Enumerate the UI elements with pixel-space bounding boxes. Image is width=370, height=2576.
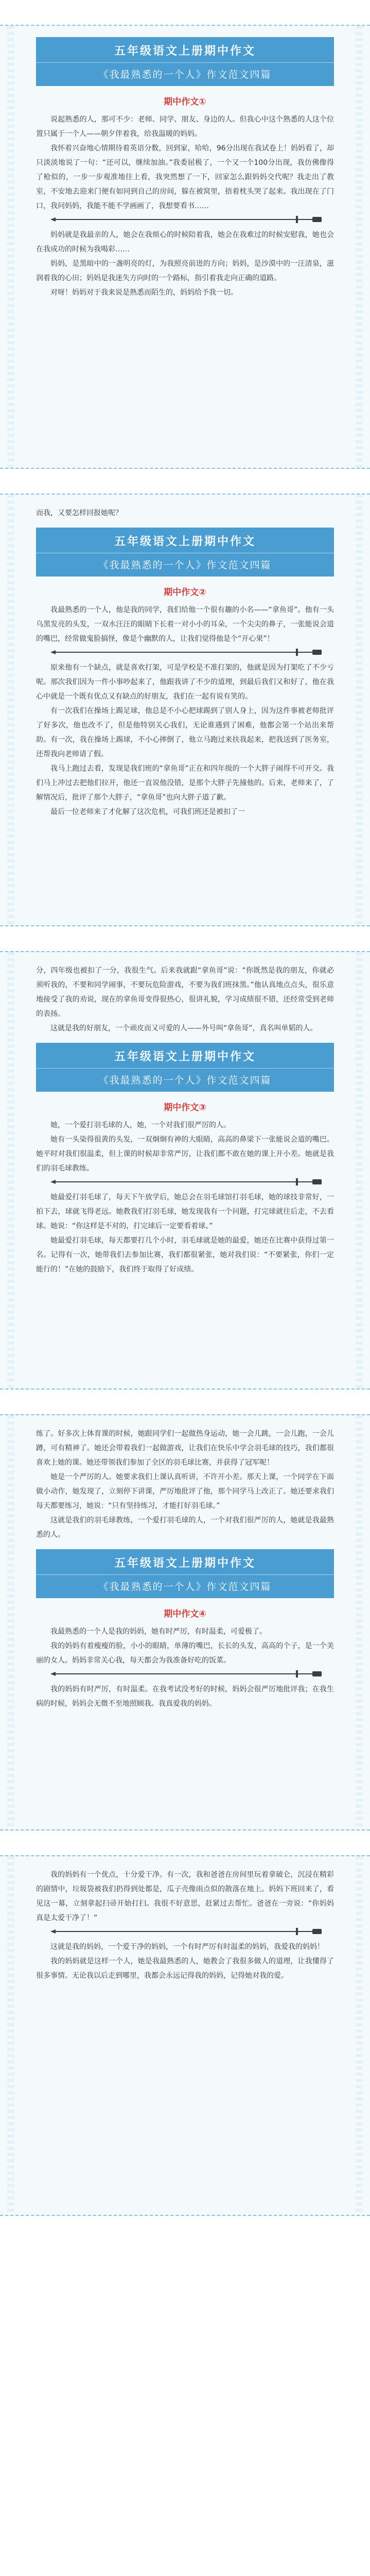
- decorative-stripe: [7, 26, 14, 468]
- paragraph: 而我，又要怎样回报她呢？: [36, 509, 122, 517]
- pen-divider: [51, 1178, 319, 1186]
- paragraph: 我的妈妈就是这样一个人，她是我最熟悉的人，她教会了我很多做人的道理，让我懂得了很多事情。无论我以后走到哪里，我都会永远记得我的妈妈，记得她对我的爱。: [36, 1957, 334, 1980]
- paragraph: 她是一个严厉的人。她要求我们上课认真听讲，不许开小差。那天上课，一个同学在下面做小动作，她发现了，立刻停下讲课，严厉地批评了他，那个同学马上改正了。她还要求我们每天都要练习，她说：“只有坚持练习，才能打好羽毛球。”: [36, 1473, 334, 1510]
- paragraph: 这就是我们的羽毛球教练，一个爱打羽毛球的人，一个对我们很严厉的人，她就是我最熟悉的人。: [36, 1516, 334, 1539]
- banner-subtitle: 《我最熟悉的一个人》作文范文四篇: [98, 69, 272, 80]
- paragraph: 她，一个爱打羽毛球的人，她，一个对我们很严厉的人。: [50, 1121, 231, 1129]
- pen-icon: [51, 219, 319, 220]
- gap: [0, 926, 370, 951]
- paragraph: 有一次我们在操场上踢足球，他总是不小心把球踢到了别人身上，因为这件事被老师批评了好多次，他也改不了，但是他特别关心我们，无论谁遇到了困难，他都会第一个站出来帮助。有一次，我在操场上踢球，不小心摔倒了，他立马跑过来扶我起来，把我送到了医务室，还帮我向老师请了假。: [36, 707, 334, 758]
- pen-icon: [51, 1181, 319, 1182]
- title-banner: [36, 528, 334, 577]
- paragraph: 对呀！妈妈对于我来说是熟悉而陌生的，妈妈给予我一切。: [50, 289, 238, 297]
- pen-icon: [51, 1673, 319, 1674]
- decorative-stripe: [7, 952, 14, 1388]
- banner-title: 五年级语文上册期中作文: [36, 1043, 334, 1069]
- paragraph: 说起熟悉的人，那可不少：老师、同学、朋友、身边的人。但我心中这个熟悉的人这个位置只属于一个人——朝夕伴着我，给我温暖的妈妈。: [36, 115, 334, 138]
- paragraph: 我的妈妈有一个优点，十分爱干净。有一次，我和爸爸在房间里玩着拿破仑，沉浸在精彩的剧情中，垃圾袋被我们扔得到处都是，瓜子壳像雨点似的散落在地上。妈妈下班回来了，看见这一幕，立刻拿起扫帚开始打扫。我很不好意思，赶紧过去帮忙。爸爸在一旁说：“你妈妈真是太爱干净了！”: [36, 1871, 334, 1922]
- gap: [0, 1831, 370, 1855]
- decorative-stripe: [7, 1415, 14, 1829]
- pen-icon: [51, 1931, 319, 1932]
- paragraph: 原来他有一个缺点，就是喜欢打架，可是学校是不准打架的，他就是因为打架吃了不少亏呢。那次我们因为一件小事吵起来了，他跟我讲了不少的道理，到最后我们又和好了，他在我心中就是一个既有优点又有缺点的好朋友，我们在一起有说有笑的。: [36, 664, 334, 701]
- pen-divider: [51, 215, 319, 224]
- paragraph: 我最熟悉的一个人，他是我的同学，我们给他一个很有趣的小名——“拿鱼哥”。他有一头乌黑发亮的头发，一双水汪汪的眼睛下长着一对小小的耳朵，一个尖尖的鼻子，一张能说会道的嘴巴，经常做鬼脸搞怪，像是个幽默的人，让我们觉得他是个“开心果”！: [36, 606, 334, 643]
- pen-divider: [51, 1927, 319, 1936]
- section-title: 期中作文③: [164, 1103, 206, 1113]
- pen-divider: [51, 648, 319, 656]
- paragraph: 妈妈，是黑暗中的一盏明亮的灯，为我照亮前进的方向；妈妈，是沙漠中的一汪清泉，滋润着我的心田；妈妈是我迷失方向时的一个路标，指引着我走向正确的道路。: [36, 260, 334, 282]
- title-banner: [36, 1549, 334, 1598]
- decorative-stripe: [356, 495, 363, 925]
- paragraph: 她有一头染得很黄的头发，一双炯炯有神的大眼睛，高高的鼻梁下一张能说会道的嘴巴。她平时对我们很温柔，但上课的时候却非常严厉，让我们都不敢在她的课上开小差。她就是我们的羽毛球教练。: [36, 1136, 334, 1173]
- gap: [0, 1389, 370, 1414]
- paragraph: 她最爱打羽毛球了，每天下午放学后，她总会在羽毛球馆打羽毛球，她的球技非常好，一拍下去，球就飞得老远。她教我们打羽毛球，她发现我有一个问题，打完球就往后走，不去看球。她说：“你这样是不对的，打完球后一定要看着球。”: [36, 1193, 334, 1230]
- paragraph: 我的妈妈有着瘦瘦的脸，小小的眼睛，单薄的嘴巴，长长的头发，高高的个子，是一个美丽的女人。妈妈非常关心我，每天都会为我准备好吃的饭菜。: [36, 1642, 334, 1665]
- decorative-stripe: [356, 1856, 363, 2215]
- section-title: 期中作文④: [164, 1609, 206, 1619]
- paragraph: 最后一位老师来了才化解了这次危机，可我们班还是被扣了一: [50, 808, 245, 816]
- decorative-stripe: [356, 952, 363, 1388]
- article-card-1: [0, 25, 370, 469]
- paragraph: 分，四年级也被扣了一分，我很生气。后来我就跟“拿鱼哥”说：“你既然是我的朋友，你就必须听我的，不要和同学闹事，不要玩危险游戏，不要为我们班抹黑。”他认真地点点头，很乐意地接受了我的劝说，现在的拿鱼哥变得很热心，很讲礼貌，学习成绩很不错，还经常受到老师的表扬。: [36, 967, 334, 1018]
- title-banner: [36, 1043, 334, 1092]
- section-title: 期中作文②: [164, 587, 206, 598]
- banner-title: 五年级语文上册期中作文: [36, 528, 334, 553]
- banner-subtitle: 《我最熟悉的一个人》作文范文四篇: [98, 1581, 272, 1592]
- section-title: 期中作文①: [164, 97, 206, 107]
- banner-subtitle: 《我最熟悉的一个人》作文范文四篇: [98, 560, 272, 571]
- banner-subtitle: 《我最熟悉的一个人》作文范文四篇: [98, 1075, 272, 1086]
- banner-title: 五年级语文上册期中作文: [36, 37, 334, 63]
- gap: [0, 469, 370, 494]
- pen-icon: [51, 652, 319, 653]
- decorative-stripe: [7, 1856, 14, 2215]
- paragraph: 我怀着兴奋地心情期待着英语分数，回到家，哈哈，96分出现在我试卷上！妈妈看了，却只淡淡地说了一句：“还可以，继续加油。”我委屈极了，一个又一个100分出现，我仿佛像得了枪似的，一步一步观准地往上看，我突然想了一下，回家怎么跟妈妈交代呢？我走出了教室，不安地去迎来门便有如同到自己的房间，躲在被窝里，捂着枕头哭了起来。我出现在了门口，我问妈妈，我能不能不学画画了，我想要看书……: [36, 144, 334, 210]
- title-banner: [36, 37, 334, 86]
- decorative-stripe: [356, 26, 363, 468]
- paragraph: 我马上跑过去看，发现是我们班的“拿鱼哥”正在和四年级的一个大胖子闹得不可开交。我们马上冲过去把他们拉开，他还一直说他没错，是那个大胖子先撞他的。后来，老师来了，了解情况后，批评了那个大胖子，“拿鱼哥”也向大胖子道了歉。: [36, 765, 334, 802]
- paragraph: 练了。好多次上体育课的时候，她跟同学们一起做热身运动，她一会儿跳，一会儿跑，一会儿蹲，可有精神了。她还会带着我们一起做游戏，让我们在快乐中学会羽毛球的技巧，我们都很喜欢上她的课。她还带领我们参加了全区的羽毛球比赛，并获得了冠军呢！: [36, 1430, 334, 1467]
- article-card-2: [0, 494, 370, 926]
- banner-title: 五年级语文上册期中作文: [36, 1549, 334, 1575]
- paragraph: 她最爱打羽毛球，每天都要打几个小时，羽毛球就是她的最爱，她还在比赛中获得过第一名。记得有一次，她带我们去参加比赛，我们都很紧张，她对我们说：“不要紧张，你们一定能行的！”在她的鼓励下，我们终于取得了好成绩。: [36, 1236, 334, 1274]
- paragraph: 我的妈妈有时严厉，有时温柔。在我考试没考好的时候，妈妈会很严厉地批评我；在我生病的时候，妈妈会无微不至地照顾我。我真爱我的妈妈。: [36, 1685, 334, 1708]
- paragraph: 妈妈就是我最亲的人，她会在我烦心的时候陪着我，她会在我难过的时候安慰我，她也会在我成功的时候为我喝彩……: [36, 231, 334, 253]
- paragraph: 这就是我的妈妈，一个爱干净的妈妈，一个有时严厉有时温柔的妈妈，我爱我的妈妈！: [50, 1943, 324, 1951]
- decorative-stripe: [7, 495, 14, 925]
- pen-divider: [51, 1670, 319, 1678]
- top-spacer: [0, 0, 370, 25]
- article-card-5: [0, 1855, 370, 2216]
- paragraph: 这就是我的好朋友，一个顽皮而又可爱的人——外号叫“拿鱼哥”，真名叫单韬的人。: [50, 1024, 318, 1032]
- article-card-3: [0, 951, 370, 1389]
- article-card-4: [0, 1414, 370, 1831]
- paragraph: 我最熟悉的一个人是我的妈妈，她有时严厉，有时温柔，可爱极了。: [50, 1628, 267, 1636]
- decorative-stripe: [356, 1415, 363, 1829]
